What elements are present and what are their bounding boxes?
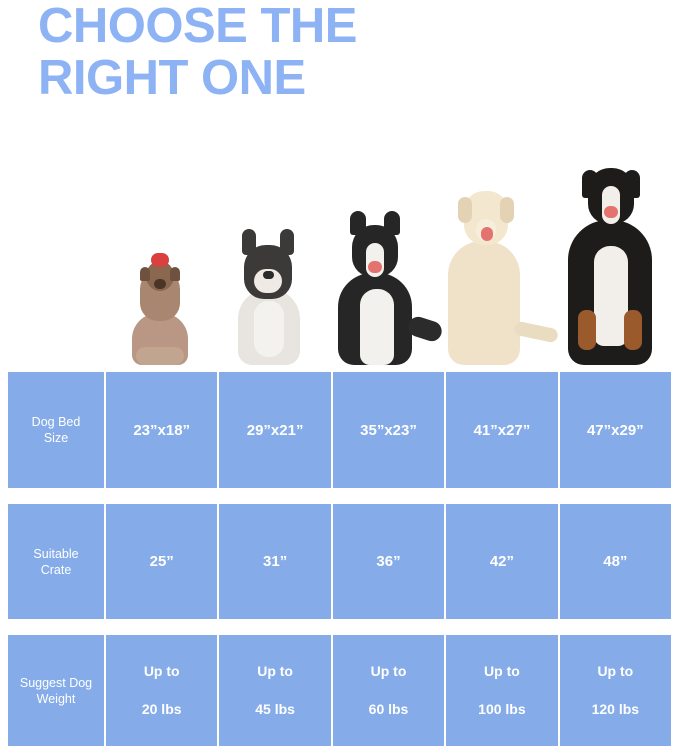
cell-crate-5: 48” — [558, 504, 671, 619]
dog-image-bernese-mountain-dog — [550, 160, 668, 365]
cell-crate-2: 31” — [217, 504, 330, 619]
cell-bed-size-4: 41”x27” — [444, 372, 557, 488]
cell-weight-3-line-1: Up to — [370, 663, 407, 679]
row-label-dog-bed-size — [8, 372, 104, 488]
dog-image-yorkshire-terrier — [110, 235, 210, 365]
page-title-line-1: CHOOSE THE — [38, 0, 357, 53]
dog-illustration-row — [0, 150, 679, 365]
cell-weight-5 — [558, 635, 671, 746]
cell-weight-1-line-2: 20 lbs — [141, 701, 182, 717]
page-title — [38, 0, 638, 104]
row-label-line-2: Weight — [36, 691, 76, 706]
row-label-suitable-crate — [8, 504, 104, 619]
cell-crate-4: 42” — [444, 504, 557, 619]
dog-image-french-bulldog — [218, 215, 318, 365]
cell-weight-4-line-1: Up to — [484, 663, 520, 679]
cell-bed-size-1: 23”x18” — [104, 372, 217, 488]
row-label-line-2: Size — [43, 431, 69, 445]
row-label-line-2: Crate — [40, 562, 72, 577]
cell-weight-1-line-1: Up to — [143, 663, 180, 679]
row-label-suggest-dog-weight — [8, 635, 104, 746]
cell-weight-5-line-1: Up to — [597, 663, 634, 679]
cell-bed-size-2: 29”x21” — [217, 372, 330, 488]
table-row-suggest-dog-weight — [8, 635, 671, 746]
table-row-dog-bed-size — [8, 372, 671, 488]
cell-crate-1: 25” — [104, 504, 217, 619]
cell-weight-2-line-2: 45 lbs — [255, 701, 295, 717]
cell-weight-2 — [217, 635, 330, 746]
table-row-suitable-crate — [8, 504, 671, 619]
cell-weight-1 — [104, 635, 217, 746]
cell-bed-size-5: 47”x29” — [558, 372, 671, 488]
dog-image-border-collie — [312, 197, 442, 365]
cell-bed-size-3: 35”x23” — [331, 372, 444, 488]
cell-crate-3: 36” — [331, 504, 444, 619]
cell-weight-3 — [331, 635, 444, 746]
cell-weight-4 — [444, 635, 557, 746]
row-label-line-1: Suitable — [33, 546, 79, 561]
cell-weight-4-line-2: 100 lbs — [478, 701, 526, 717]
cell-weight-3-line-2: 60 lbs — [368, 701, 409, 717]
dog-image-labrador-retriever — [424, 175, 554, 365]
cell-weight-2-line-1: Up to — [257, 663, 293, 679]
row-label-line-1: Dog Bed — [31, 415, 81, 429]
cell-weight-5-line-2: 120 lbs — [591, 701, 640, 717]
row-label-line-1: Suggest Dog — [19, 675, 93, 690]
page-title-line-2: RIGHT ONE — [38, 51, 306, 105]
